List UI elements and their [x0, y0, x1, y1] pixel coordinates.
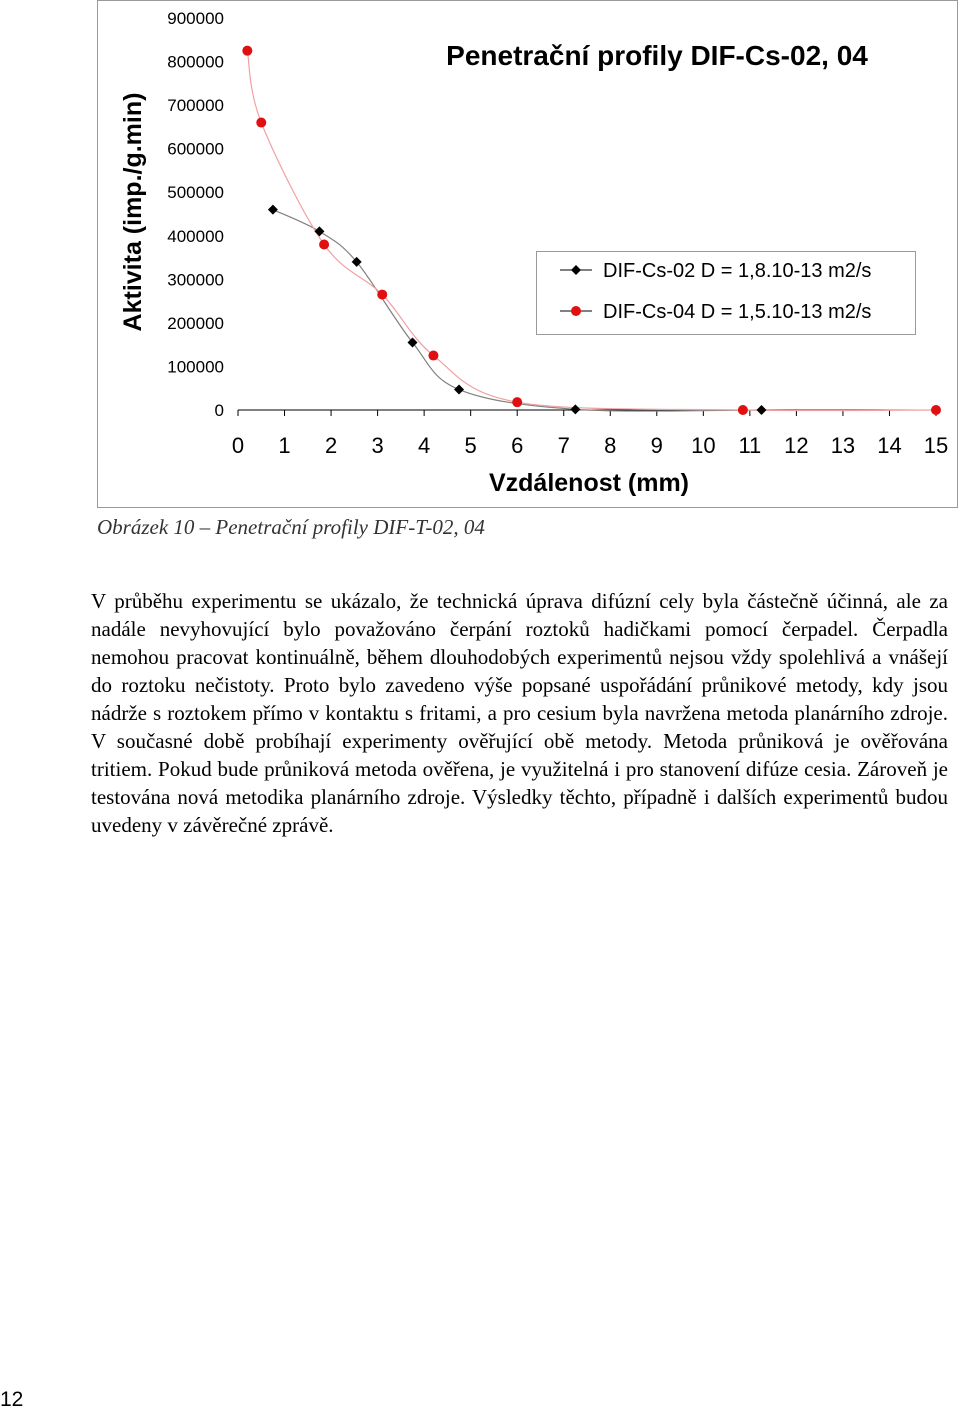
- legend-marker: [571, 265, 581, 275]
- x-tick-label: 11: [738, 433, 762, 458]
- y-tick-label: 400000: [167, 226, 224, 246]
- y-tick-label: 0: [214, 401, 224, 420]
- y-tick-labels: [167, 9, 224, 420]
- x-tick-label: 7: [557, 433, 570, 458]
- x-tick-label: 9: [650, 433, 663, 458]
- y-tick-label: 100000: [167, 357, 224, 377]
- data-point-series-1: [454, 385, 464, 395]
- x-tick-label: 3: [371, 433, 384, 458]
- figure-caption: Obrázek 10 – Penetrační profily DIF-T-02, 04: [97, 515, 485, 539]
- x-axis-label: Vzdálenost (mm): [488, 469, 690, 497]
- x-tick-label: 8: [604, 433, 617, 458]
- chart-title: Penetrační profily DIF-Cs-02, 04: [446, 40, 868, 71]
- x-tick-label: 5: [464, 433, 477, 458]
- x-tick-label: 15: [923, 433, 949, 458]
- x-tick-label: 6: [511, 433, 524, 458]
- legend-label: DIF-Cs-02 D = 1,8.10-13 m2/s: [603, 260, 872, 282]
- x-tick-label: 14: [877, 433, 902, 458]
- y-tick-label: 700000: [167, 96, 224, 116]
- penetration-profile-chart: [0, 0, 960, 520]
- data-point-series-2: [377, 290, 387, 300]
- y-tick-label: 200000: [167, 313, 224, 333]
- series-line-2: [247, 51, 936, 411]
- data-point-series-2: [256, 118, 266, 128]
- y-tick-label: 800000: [167, 52, 224, 72]
- x-tick-label: 0: [231, 433, 245, 458]
- data-point-series-1: [314, 226, 324, 236]
- y-tick-label: 500000: [167, 183, 224, 203]
- x-tick-label: 2: [324, 433, 338, 458]
- x-tick-label: 10: [691, 433, 716, 458]
- data-point-series-2: [242, 46, 252, 56]
- y-axis-label: Aktivita (imp./g.min): [119, 92, 147, 332]
- data-point-series-2: [931, 405, 941, 415]
- y-tick-label: 900000: [167, 9, 224, 28]
- data-point-series-1: [570, 404, 580, 414]
- page-number: 12: [0, 1388, 24, 1411]
- x-tick-label: 4: [418, 433, 431, 458]
- y-tick-label: 600000: [167, 139, 224, 159]
- series-lines: [247, 51, 936, 411]
- data-point-series-1: [268, 205, 278, 215]
- x-tick-label: 1: [278, 433, 291, 458]
- data-point-series-2: [428, 351, 438, 361]
- x-tick-label: 13: [830, 433, 856, 458]
- legend-marker: [571, 306, 581, 316]
- y-tick-label: 300000: [167, 270, 224, 290]
- data-point-series-2: [319, 239, 329, 249]
- data-point-series-2: [512, 397, 522, 407]
- legend-items: [560, 260, 871, 323]
- data-point-series-1: [757, 405, 767, 415]
- series-points: [242, 46, 941, 415]
- x-tick-label: 12: [784, 433, 809, 458]
- data-point-series-2: [738, 405, 748, 415]
- legend-label: DIF-Cs-04 D = 1,5.10-13 m2/s: [603, 301, 872, 323]
- body-paragraph: V průběhu experimentu se ukázalo, že technická úprava difúzní cely byla částečně účinná, ale za nadále nevyhovující bylo považováno čerpání roztoků hadičkami pomocí čerpadel. Čerpadla nemohou pracovat kontinuálně, během dlouhodobých experimentů nejsou vždy spolehlivá a vnášejí do roztoku nečistoty. Proto bylo zavedeno výše popsané uspořádání průnikové metody, kdy jsou nádrže s roztokem přímo v kontaktu s fritami, a pro cesium byla navržena metoda planárního zdroje. V současné době probíhají experimenty ověřující obě metody. Metoda průniková je ověřována tritiem. Pokud bude průniková metoda ověřena, je využitelná i pro stanovení difúze cesia. Zároveň je testována nová metodika planárního zdroje. Výsledky těchto, případně i dalších experimentů budou uvedeny v závěrečné zprávě.: [91, 589, 948, 837]
- x-tick-labels: [232, 433, 948, 458]
